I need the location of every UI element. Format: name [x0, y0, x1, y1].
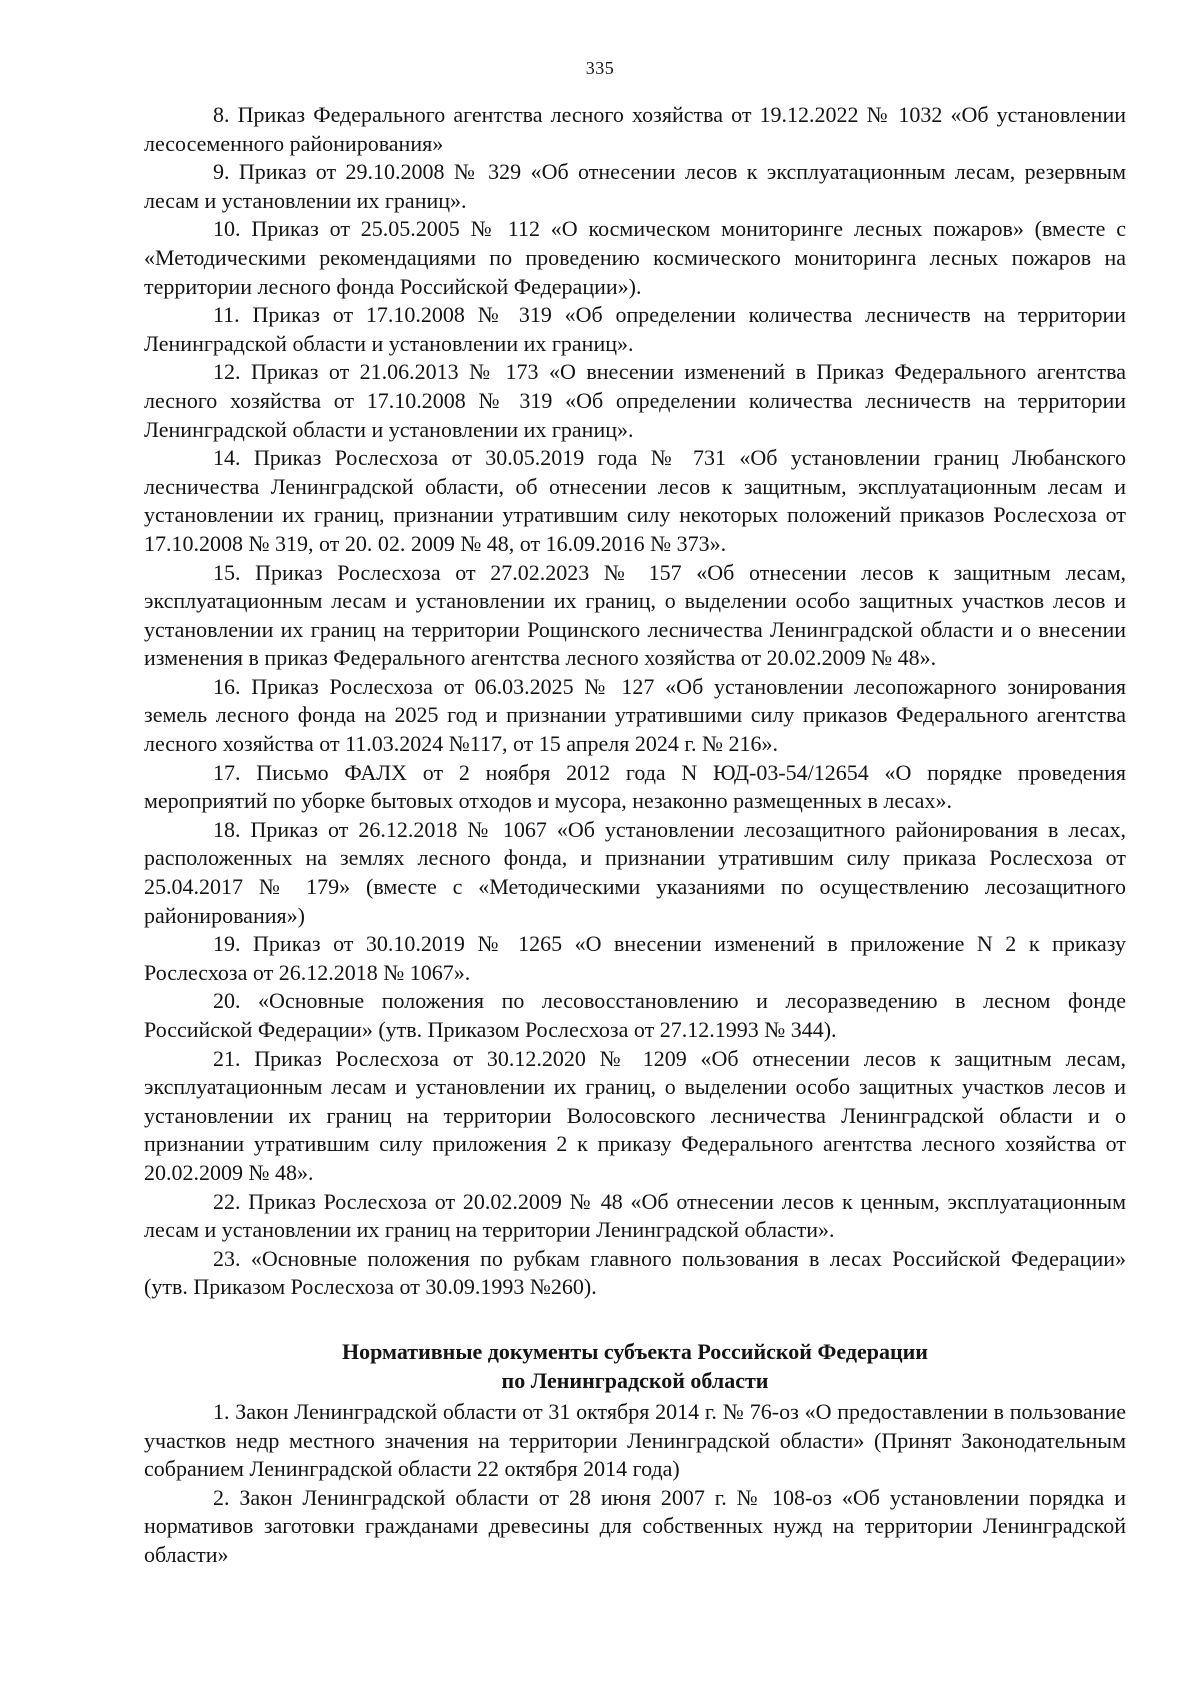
- list-item: 2. Закон Ленинградской области от 28 июня 2007 г. № 108-оз «Об установлении порядка и нормативов заготовки гражданами древесины для собственных нужд на территории Ленинградской области»: [144, 1484, 1126, 1567]
- list-item: 18. Приказ от 26.12.2018 № 1067 «Об установлении лесозащитного районирования в лесах, расположенных на землях лесного фонда, и признании утратившим силу приказа Рослесхоза от 25.04.2017 № 179» (вместе с «Методическими указаниями по осуществлению лесозащитного районирования»): [144, 816, 1126, 928]
- section-heading-line: Нормативные документы субъекта Российской Федерации: [342, 1339, 928, 1364]
- list-item: 17. Письмо ФАЛХ от 2 ноября 2012 года N ЮД-03-54/12654 «О порядке проведения мероприятий по уборке бытовых отходов и мусора, незаконно размещенных в лесах».: [144, 759, 1126, 814]
- list-item: 23. «Основные положения по рубкам главного пользования в лесах Российской Федерации» (утв. Приказом Рослесхоза от 30.09.1993 №260).: [144, 1245, 1126, 1300]
- list-item: 11. Приказ от 17.10.2008 № 319 «Об определении количества лесничеств на территории Ленинградской области и установлении их границ».: [144, 302, 1126, 356]
- section-heading: [144, 1337, 1126, 1395]
- list-item: 1. Закон Ленинградской области от 31 октября 2014 г. № 76-оз «О предоставлении в пользование участков недр местного значения на территории Ленинградской области» (Принят Законодательным собранием Ленинградской области 22 октября 2014 года): [144, 1399, 1126, 1482]
- list-item: 14. Приказ Рослесхоза от 30.05.2019 года № 731 «Об установлении границ Любанского лесничества Ленинградской области, об отнесении лесов к защитным, эксплуатационным лесам и установлении их границ, признании утратившим силу некоторых положений приказов Рослесхоза от 17.10.2008 № 319, от 20. 02. 2009 № 48, от 16.09.2016 № 373».: [144, 445, 1126, 556]
- list-item: 21. Приказ Рослесхоза от 30.12.2020 № 1209 «Об отнесении лесов к защитным лесам, эксплуатационным лесам и установлении их границ, о выделении особо защитных участков лесов и установлении их границ на территории Волосовского лесничества Ленинградской области и о признании утратившим силу приложения 2 к приказу Федерального агентства лесного хозяйства от 20.02.2009 № 48».: [144, 1045, 1126, 1185]
- federal-documents-list: [144, 101, 1126, 1302]
- list-item: 9. Приказ от 29.10.2008 № 329 «Об отнесении лесов к эксплуатационным лесам, резервным лесам и установлении их границ».: [144, 159, 1126, 213]
- list-item: 15. Приказ Рослесхоза от 27.02.2023 № 157 «Об отнесении лесов к защитным лесам, эксплуатационным лесам и установлении их границ, о выделении особо защитных участков лесов и установлении их границ на территории Рощинского лесничества Ленинградской области и о внесении изменения в приказ Федерального агентства лесного хозяйства от 20.02.2009 № 48».: [144, 559, 1126, 671]
- list-item: 20. «Основные положения по лесовосстановлению и лесоразведению в лесном фонде Российской Федерации» (утв. Приказом Рослесхоза от 27.12.1993 № 344).: [144, 988, 1126, 1042]
- regional-documents-list: [144, 1398, 1126, 1570]
- list-item: 8. Приказ Федерального агентства лесного хозяйства от 19.12.2022 № 1032 «Об установлении лесосеменного районирования»: [144, 102, 1126, 156]
- section-heading-line: по Ленинградской области: [501, 1368, 769, 1393]
- page-number: 335: [585, 58, 615, 78]
- list-item: 10. Приказ от 25.05.2005 № 112 «О космическом мониторинге лесных пожаров» (вместе с «Методическими рекомендациями по проведению космического мониторинга лесных пожаров на территории лесного фонда Российской Федерации»).: [144, 216, 1126, 299]
- list-item: 16. Приказ Рослесхоза от 06.03.2025 № 127 «Об установлении лесопожарного зонирования земель лесного фонда на 2025 год и признании утратившими силу приказов Федерального агентства лесного хозяйства от 11.03.2024 №117, от 15 апреля 2024 г. № 216».: [144, 673, 1126, 757]
- list-item: 22. Приказ Рослесхоза от 20.02.2009 № 48 «Об отнесении лесов к ценным, эксплуатационным лесам и установлении их границ на территории Ленинградской области».: [144, 1188, 1126, 1243]
- list-item: 19. Приказ от 30.10.2019 № 1265 «О внесении изменений в приложение N 2 к приказу Рослесхоза от 26.12.2018 № 1067».: [144, 931, 1126, 985]
- list-item: 12. Приказ от 21.06.2013 № 173 «О внесении изменений в Приказ Федерального агентства лесного хозяйства от 17.10.2008 № 319 «Об определении количества лесничеств на территории Ленинградской области и установлении их границ».: [144, 359, 1126, 442]
